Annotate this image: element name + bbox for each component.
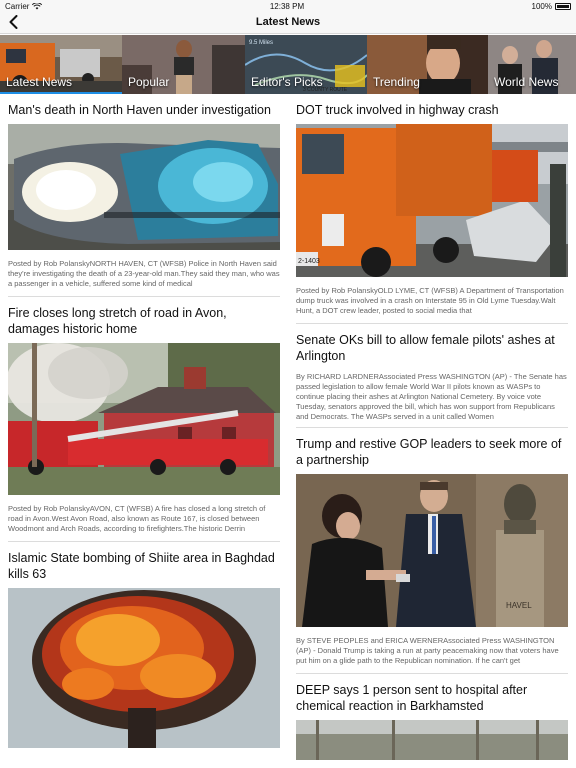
- article-thumbnail: [8, 588, 280, 748]
- article-byline: By RICHARD LARDNERAssociated Press WASHINGTON (AP) - The Senate has passed legislation to allow female World War II pilots known as WASPs to continue placing their ashes at Arlington National Cemetery. By voice vote Tuesday, senators approved the bill, which has won support from Republicans and Democrats. The WASPs served in a unit called Women: [296, 372, 567, 421]
- statue-plaque-label: HAVEL: [506, 601, 532, 610]
- article-thumbnail: [296, 474, 568, 627]
- article-thumbnail: [296, 124, 568, 277]
- article-headline[interactable]: DOT truck involved in highway crash: [296, 103, 499, 117]
- article-thumbnail: [8, 124, 280, 250]
- article-byline: Posted by Rob PolanskyOLD LYME, CT (WFSB) A Department of Transportation dump truck was involved in a crash on Interstate 95 in Old Lyme Tuesday.Walt Hunt, a DOT crew leader, posted to social media that: [296, 286, 564, 315]
- truck-plate-label: 2-1403: [298, 258, 320, 265]
- article-card[interactable]: [296, 94, 568, 324]
- article-card[interactable]: [8, 297, 280, 542]
- carrier-label: Carrier: [5, 1, 30, 11]
- battery-percent: 100%: [531, 1, 552, 11]
- article-byline: Posted by Rob PolanskyNORTH HAVEN, CT (WFSB) Police in North Haven said they're investigating the death of a 23-year-old man.They said they man, who was a passenger in a vehicle, suffered some kind of medical: [8, 259, 280, 288]
- navigation-bar: [0, 12, 576, 34]
- article-card[interactable]: [8, 542, 280, 748]
- tab-latest-news[interactable]: [0, 35, 122, 94]
- article-headline[interactable]: Senate OKs bill to allow female pilots' ashes at Arlington: [296, 333, 555, 363]
- status-time: 12:38 PM: [269, 1, 305, 11]
- article-thumbnail: [8, 343, 280, 495]
- tab-label: Trending: [373, 75, 420, 89]
- battery-icon: [555, 3, 571, 10]
- category-tabs: [0, 35, 576, 94]
- tab-world-news[interactable]: [488, 35, 576, 94]
- article-headline[interactable]: Trump and restive GOP leaders to seek more of a partnership: [296, 437, 562, 467]
- tab-trending[interactable]: [367, 35, 488, 94]
- article-thumbnail: [296, 720, 568, 760]
- right-column: [296, 94, 568, 760]
- map-distance-label: 9.5 Miles: [249, 40, 274, 46]
- tab-label: Editor's Picks: [251, 75, 323, 89]
- article-byline: Posted by Rob PolanskyAVON, CT (WFSB) A fire has closed a long stretch of road in Avon.West Avon Road, also known as Route 167, is closed between Woodmont and Arch Roads, according to firefighters.The historic Derrin: [8, 504, 266, 533]
- wifi-icon: [32, 3, 42, 10]
- tab-label: World News: [494, 75, 559, 89]
- page-title: Latest News: [255, 16, 321, 28]
- tab-label: Latest News: [6, 75, 73, 89]
- tab-label: Popular: [128, 75, 170, 89]
- map-road-sign-label: 3 COUNTY ROUTE: [303, 87, 348, 93]
- tab-editors-picks[interactable]: [245, 35, 367, 94]
- left-column: [8, 94, 280, 748]
- article-card[interactable]: [8, 94, 280, 297]
- article-byline: By STEVE PEOPLES and ERICA WERNERAssociated Press WASHINGTON (AP) - Donald Trump is taking a run at party peacemaking now that voters have put him on a glide path to the Republican nomination. If he can't get: [296, 636, 559, 665]
- article-card[interactable]: [296, 428, 568, 674]
- article-card[interactable]: [296, 324, 568, 428]
- article-headline[interactable]: Man's death in North Haven under investigation: [8, 103, 271, 117]
- article-card[interactable]: [296, 674, 568, 760]
- status-bar: [0, 0, 576, 12]
- tab-popular[interactable]: [122, 35, 245, 94]
- article-headline[interactable]: Islamic State bombing of Shiite area in Baghdad kills 63: [8, 551, 275, 581]
- article-headline[interactable]: Fire closes long stretch of road in Avon, damages historic home: [8, 306, 227, 336]
- article-headline[interactable]: DEEP says 1 person sent to hospital after chemical reaction in Barkhamsted: [296, 683, 528, 713]
